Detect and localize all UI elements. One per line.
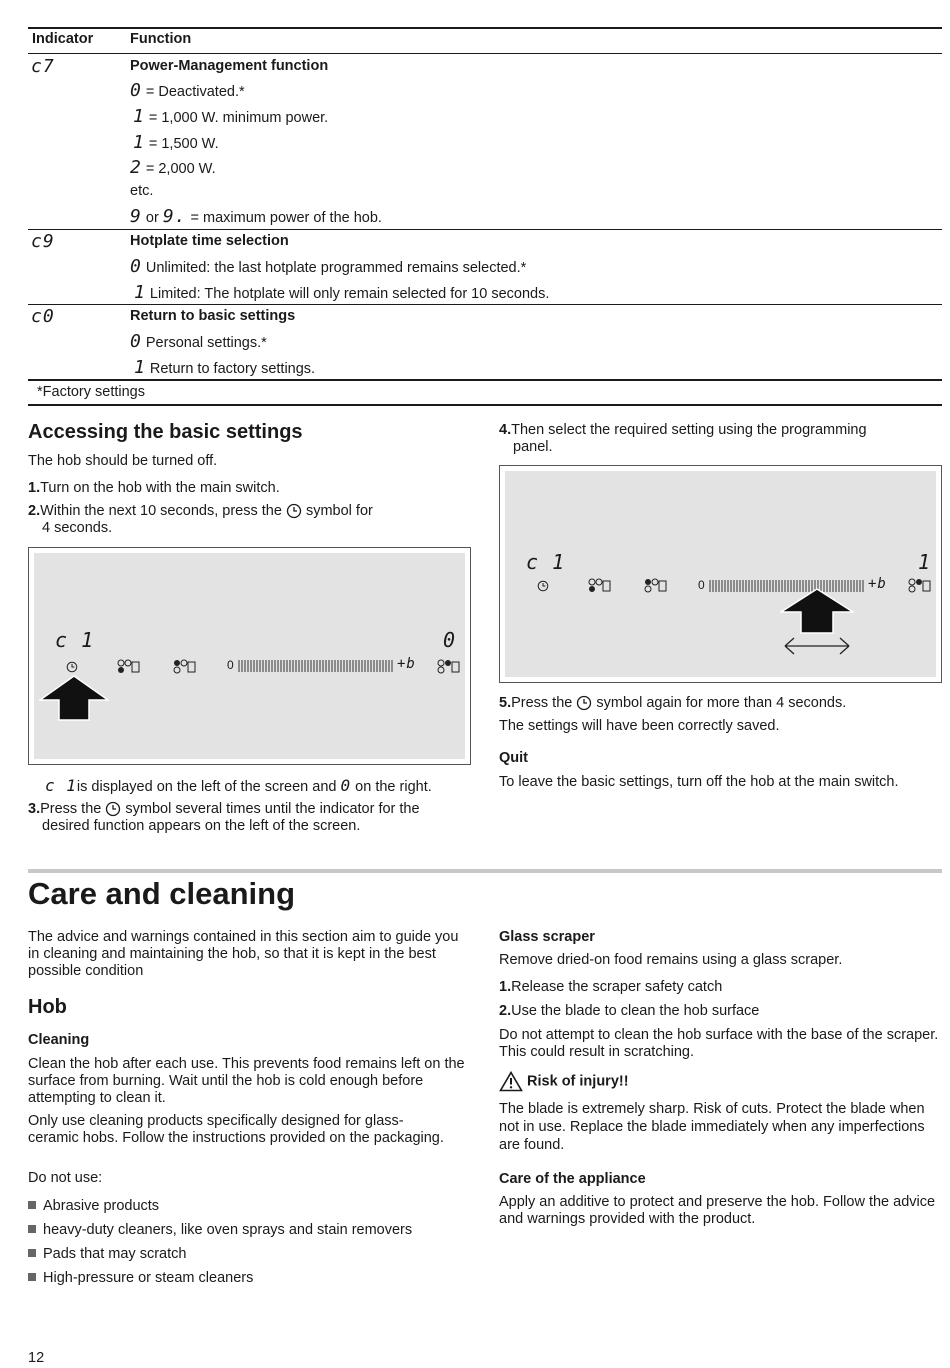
section-divider [28,869,942,873]
table-header-indicator: Indicator [32,31,94,47]
display-right-code: 1 [918,550,932,574]
cleaning-heading: Cleaning [28,1032,90,1048]
option-row: 0 = Deactivated.* [130,80,245,101]
option-row: 1 = 1,000 W. minimum power. [133,106,329,127]
indicator-code-c0: c0 [31,306,55,327]
quit-text: To leave the basic settings, turn off the hob at the main switch. [499,774,899,790]
table-bottom-rule [28,404,942,406]
control-panel-figure-1 [28,547,471,765]
control-panel-figure-2 [499,465,942,683]
scraper-step-2: 2.Use the blade to clean the hob surface [499,1003,760,1019]
hotplate-selector-icon[interactable] [588,578,612,594]
option-row: 2 = 2,000 W. [130,157,216,178]
row-rule [28,304,942,305]
warning-triangle-icon [499,1071,523,1092]
scraper-step-1: 1.Release the scraper safety catch [499,979,723,995]
scraper-intro: Remove dried-on food remains using a glass scraper. [499,952,843,968]
step-3: 3.Press the symbol several times until the indicator for the desired function appears on the left of the screen. [28,801,420,834]
appliance-text: Apply an additive to protect and preserve the hob. Follow the advice and warnings provided with the product. [499,1194,936,1227]
timer-clock-icon[interactable] [66,661,78,673]
function-title: Return to basic settings [130,308,296,324]
arrow-up-icon [780,588,854,634]
caption-text: c 1is displayed on the left of the screen and 0 on the right. [45,776,432,795]
list-item: Pads that may scratch [28,1246,186,1263]
slider-start-label: 0 [227,658,234,672]
power-slider[interactable] [238,659,396,673]
quit-heading: Quit [499,750,528,766]
table-header-function: Function [130,31,192,47]
option-row: 1 Return to factory settings. [134,357,316,378]
slide-left-right-icon [782,634,852,658]
clock-icon [286,503,302,519]
cleaning-paragraph: Only use cleaning products specifically designed for glass-ceramic hobs. Follow the instructions provided on the packaging. [28,1113,444,1146]
clock-icon [576,695,592,711]
care-intro: The advice and warnings contained in this section aim to guide you in cleaning and maintaining the hob, so that it is kept in the best possible condition [28,929,459,979]
option-row: 9 or 9. = maximum power of the hob. [130,206,382,227]
step-2: 2.Within the next 10 seconds, press the symbol for 4 seconds. [28,503,373,536]
list-item: High-pressure or steam cleaners [28,1270,253,1287]
option-row: 1 Limited: The hotplate will only remain selected for 10 seconds. [134,282,550,303]
option-row: 0 Unlimited: the last hotplate programmed remains selected.* [130,256,527,277]
option-row: 0 Personal settings.* [130,331,267,352]
risk-text: The blade is extremely sharp. Risk of cuts. Protect the blade when not in use. Replace the blade immediately when any imperfections are found. [499,1101,925,1153]
function-title: Power-Management function [130,58,329,74]
saved-text: The settings will have been correctly saved. [499,718,780,734]
slider-end-label: +b [868,576,887,592]
indicator-code-c7: c7 [31,56,55,77]
slider-end-label: +b [397,656,416,672]
intro-text: The hob should be turned off. [28,453,218,469]
table-top-rule [28,27,942,29]
option-row: 1 = 1,500 W. [133,132,219,153]
hotplate-selector-icon[interactable] [117,659,141,675]
row-rule [28,379,942,381]
hotplate-selector-icon[interactable] [908,578,932,594]
section-heading: Accessing the basic settings [28,421,303,443]
timer-clock-icon[interactable] [537,580,549,592]
function-title: Hotplate time selection [130,233,289,249]
display-left-code: c 1 [55,628,95,652]
hotplate-selector-icon[interactable] [437,659,461,675]
scraper-warning: Do not attempt to clean the hob surface with the base of the scraper. This could result in scratching. [499,1027,939,1060]
scraper-heading: Glass scraper [499,929,595,945]
hob-heading: Hob [28,996,67,1018]
indicator-code-c9: c9 [31,231,55,252]
option-row: etc. [130,183,154,199]
cleaning-paragraph: Clean the hob after each use. This prevents food remains left on the surface from burning. Wait until the hob is cold enough before attempting to clean it. [28,1056,465,1106]
display-left-code: c 1 [526,550,566,574]
list-item: Abrasive products [28,1198,159,1215]
slider-start-label: 0 [698,578,705,592]
risk-heading: Risk of injury!! [499,1071,629,1092]
list-item: heavy-duty cleaners, like oven sprays and stain removers [28,1222,412,1239]
display-right-code: 0 [443,628,457,652]
appliance-heading: Care of the appliance [499,1171,646,1187]
step-4: 4.Then select the required setting using the programming panel. [499,422,867,455]
page-number: 12 [28,1350,45,1366]
do-not-use-label: Do not use: [28,1170,103,1186]
arrow-up-icon [39,675,109,721]
table-header-rule [28,53,942,54]
step-5: 5.Press the symbol again for more than 4 seconds. [499,695,847,711]
clock-icon [105,801,121,817]
step-1: 1.Turn on the hob with the main switch. [28,480,280,496]
hotplate-selector-icon[interactable] [173,659,197,675]
page-section-title: Care and cleaning [28,876,296,911]
table-footnote: *Factory settings [37,384,145,400]
row-rule [28,229,942,230]
hotplate-selector-icon[interactable] [644,578,668,594]
